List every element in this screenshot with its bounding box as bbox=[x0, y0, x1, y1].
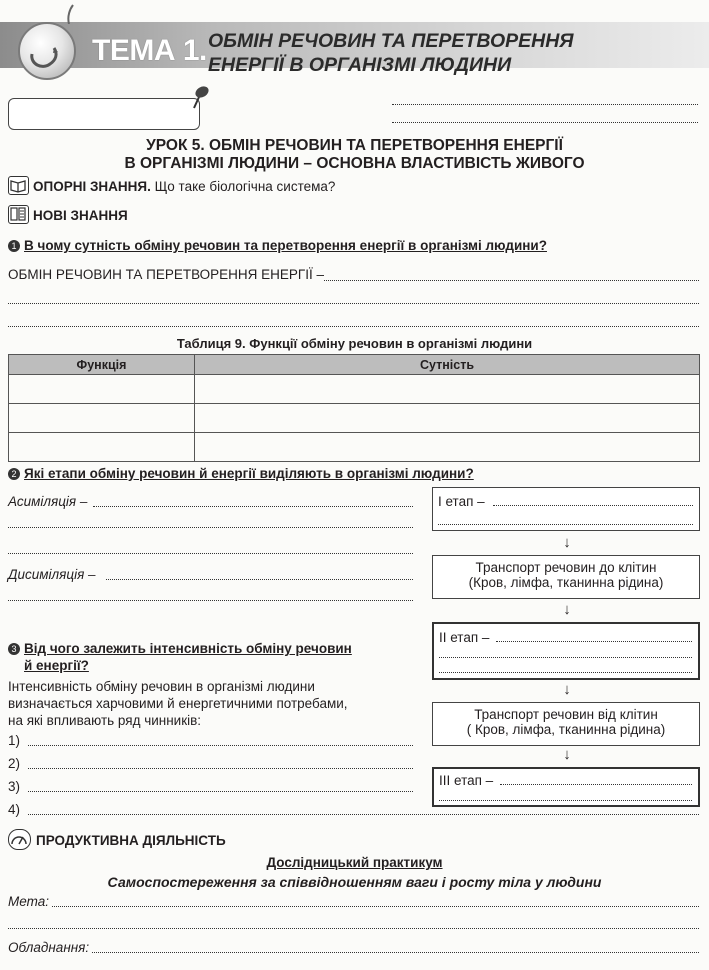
table-row bbox=[9, 404, 700, 433]
transport-from-line2: ( Кров, лімфа, тканинна рідина) bbox=[466, 722, 666, 737]
answer-line[interactable] bbox=[438, 524, 693, 525]
question-3-text-line1: Від чого залежить інтенсивність обміну речовин bbox=[24, 641, 352, 656]
answer-line[interactable] bbox=[28, 791, 413, 792]
lesson-title-line1: УРОК 5. ОБМІН РЕЧОВИН ТА ПЕРЕТВОРЕННЯ ЕНЕРГІЇ bbox=[146, 137, 563, 154]
stage-1-label: І етап – bbox=[438, 494, 485, 509]
table-cell[interactable] bbox=[9, 375, 195, 404]
transport-to-line1: Транспорт речовин до клітин bbox=[475, 560, 657, 575]
stage-3-box[interactable] bbox=[432, 767, 700, 807]
factor-number: 3) bbox=[8, 779, 21, 794]
question-1-text: В чому сутність обміну речовин та перетворення енергії в організмі людини? bbox=[24, 238, 547, 253]
q3-body-line3: на які впливають ряд чинників: bbox=[8, 713, 202, 728]
answer-line[interactable] bbox=[28, 745, 413, 746]
table-row bbox=[9, 375, 700, 404]
theme-title-line2: ЕНЕРГІЇ В ОРГАНІЗМІ ЛЮДИНИ bbox=[208, 54, 512, 76]
answer-line[interactable] bbox=[8, 553, 413, 554]
open-book-icon bbox=[8, 176, 29, 195]
answer-line[interactable] bbox=[92, 952, 699, 953]
new-knowledge-label: НОВІ ЗНАННЯ bbox=[33, 208, 128, 223]
table-cell[interactable] bbox=[195, 404, 700, 433]
transport-to-line2: (Кров, лімфа, тканинна рідина) bbox=[468, 575, 664, 590]
lesson-title-line2: В ОРГАНІЗМІ ЛЮДИНИ – ОСНОВНА ВЛАСТИВІСТЬ ЖИВОГО bbox=[124, 155, 585, 172]
flow-arrow: ↓ bbox=[563, 534, 571, 551]
answer-line[interactable] bbox=[439, 657, 692, 658]
transport-to-cells-box bbox=[432, 555, 700, 599]
stage-1-box[interactable] bbox=[432, 487, 700, 531]
table-cell[interactable] bbox=[9, 433, 195, 462]
theme-label: ТЕМА 1. bbox=[92, 34, 207, 67]
prior-knowledge-line bbox=[33, 179, 335, 194]
question-number: 3 bbox=[8, 643, 20, 655]
question-3-text-line2: й енергії? bbox=[24, 658, 89, 673]
column-header-essence: Сутність bbox=[195, 355, 700, 375]
answer-line[interactable] bbox=[8, 600, 413, 601]
question-1 bbox=[8, 238, 547, 253]
answer-line[interactable] bbox=[496, 641, 692, 642]
question-number: 2 bbox=[8, 468, 20, 480]
flow-arrow: ↓ bbox=[563, 746, 571, 763]
q3-body-line1: Інтенсивність обміну речовин в організмі людини bbox=[8, 679, 315, 694]
q3-body-line2: визначається харчовими й енергетичними потребами, bbox=[8, 696, 348, 711]
prior-knowledge-question: Що таке біологічна система? bbox=[150, 179, 336, 194]
assimilation-label: Асиміляція – bbox=[8, 494, 88, 509]
date-note-box[interactable] bbox=[8, 98, 200, 130]
definition-label: ОБМІН РЕЧОВИН ТА ПЕРЕТВОРЕННЯ ЕНЕРГІЇ – bbox=[8, 267, 324, 282]
table-row bbox=[9, 433, 700, 462]
equipment-label: Обладнання: bbox=[8, 940, 90, 955]
answer-line[interactable] bbox=[392, 104, 698, 105]
pushpin-icon bbox=[188, 84, 210, 110]
dissimilation-label: Дисиміляція – bbox=[8, 567, 96, 582]
leaf-stem-icon bbox=[62, 4, 76, 24]
transport-from-cells-box bbox=[432, 702, 700, 746]
answer-line[interactable] bbox=[392, 122, 698, 123]
factor-number: 2) bbox=[8, 756, 21, 771]
stage-2-label: ІІ етап – bbox=[439, 630, 490, 645]
answer-line[interactable] bbox=[28, 814, 699, 815]
answer-line[interactable] bbox=[8, 303, 699, 304]
stage-3-label: ІІІ етап – bbox=[439, 773, 494, 788]
table-cell[interactable] bbox=[9, 404, 195, 433]
column-header-function: Функція bbox=[9, 355, 195, 375]
answer-line[interactable] bbox=[28, 768, 413, 769]
answer-line[interactable] bbox=[493, 505, 693, 506]
answer-line[interactable] bbox=[439, 800, 692, 801]
question-number: 1 bbox=[8, 240, 20, 252]
answer-line[interactable] bbox=[324, 280, 699, 281]
answer-line[interactable] bbox=[8, 928, 699, 929]
table-cell[interactable] bbox=[195, 433, 700, 462]
stage-2-box[interactable] bbox=[432, 622, 700, 680]
prior-knowledge-label: ОПОРНІ ЗНАННЯ. bbox=[33, 179, 151, 194]
functions-table bbox=[8, 354, 700, 462]
apple-logo-icon bbox=[18, 22, 76, 80]
answer-line[interactable] bbox=[500, 784, 692, 785]
answer-line[interactable] bbox=[52, 906, 699, 907]
answer-line[interactable] bbox=[439, 672, 692, 673]
practicum-title: Дослідницький практикум bbox=[266, 855, 443, 870]
table-caption: Таблиця 9. Функції обміну речовин в організмі людини bbox=[176, 336, 533, 351]
factor-number: 1) bbox=[8, 733, 21, 748]
factor-number: 4) bbox=[8, 802, 21, 817]
flow-arrow: ↓ bbox=[563, 681, 571, 698]
answer-line[interactable] bbox=[8, 326, 699, 327]
question-2-text: Які етапи обміну речовин й енергії виділяють в організмі людини? bbox=[24, 466, 474, 481]
question-2 bbox=[8, 466, 474, 481]
answer-line[interactable] bbox=[8, 527, 413, 528]
gauge-icon bbox=[8, 829, 31, 850]
answer-line[interactable] bbox=[93, 506, 413, 507]
practicum-subtitle: Самоспостереження за співвідношенням ваги і росту тіла у людини bbox=[107, 874, 602, 890]
document-icon bbox=[8, 205, 29, 224]
flow-arrow: ↓ bbox=[563, 601, 571, 618]
productive-activity-label: ПРОДУКТИВНА ДІЯЛЬНІСТЬ bbox=[36, 833, 226, 848]
goal-label: Мета: bbox=[8, 894, 49, 909]
theme-title-line1: ОБМІН РЕЧОВИН ТА ПЕРЕТВОРЕННЯ bbox=[208, 30, 574, 52]
table-cell[interactable] bbox=[195, 375, 700, 404]
question-3 bbox=[8, 641, 352, 656]
transport-from-line1: Транспорт речовин від клітин bbox=[474, 707, 658, 722]
answer-line[interactable] bbox=[106, 579, 413, 580]
